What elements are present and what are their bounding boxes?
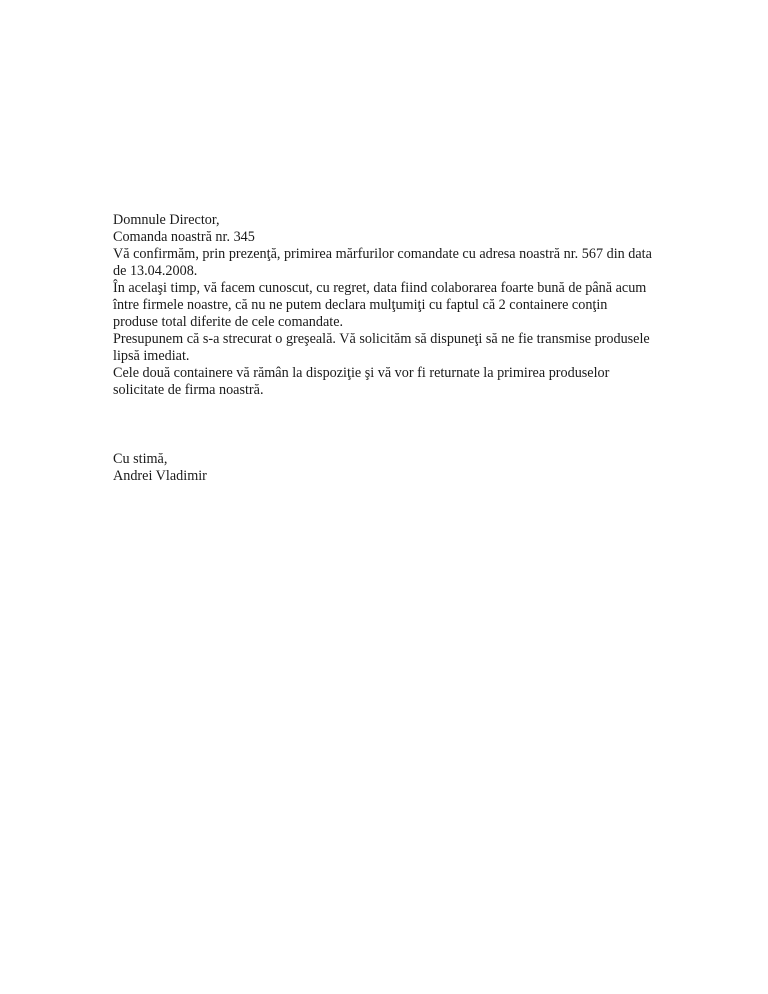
- letter-paragraph-confirmation: Vă confirmăm, prin prezenţă, primirea mărfurilor comandate cu adresa noastră nr. 567 din data de 13.04.2008.: [113, 246, 652, 279]
- letter-salutation: Domnule Director,: [113, 212, 220, 228]
- letter-paragraph-complaint: În acelaşi timp, vă facem cunoscut, cu regret, data fiind colaborarea foarte bună de până acum între firmele noastre, că nu ne putem declara mulţumiţi cu faptul că 2 containere conţin produse total diferite de cele comandate.: [113, 280, 647, 330]
- letter-body: [113, 212, 653, 485]
- letter-signature: Andrei Vladimir: [113, 468, 207, 484]
- letter-paragraph-return: Cele două containere vă rămân la dispoziţie şi vă vor fi returnate la primirea produselor solicitate de firma noastră.: [113, 365, 610, 398]
- letter-subject: Comanda noastră nr. 345: [113, 229, 255, 245]
- letter-closing: Cu stimă,: [113, 451, 168, 467]
- letter-paragraph-request: Presupunem că s-a strecurat o greşeală. Vă solicităm să dispuneţi să ne fie transmise produsele lipsă imediat.: [113, 331, 650, 364]
